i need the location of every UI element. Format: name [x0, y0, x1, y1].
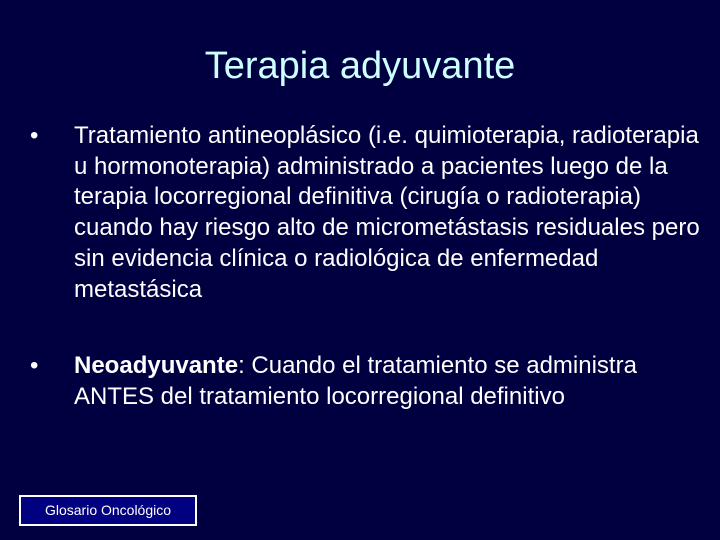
bullet-item-neoadjuvant-definition	[30, 351, 700, 412]
bullet-marker: •	[30, 352, 39, 380]
glossary-button[interactable]: Glosario Oncológico	[19, 495, 197, 526]
bullet-item-adjuvant-definition	[30, 121, 700, 305]
slide-title: Terapia adyuvante	[204, 45, 516, 87]
bullet-term: Neoadyuvante	[74, 352, 239, 380]
bullet-text: : Cuando el tratamiento se administra ANTES del tratamiento locorregional definitivo	[74, 352, 637, 410]
bullet-text: Tratamiento antineoplásico (i.e. quimioterapia, radioterapia u hormonoterapia) administrado a pacientes luego de la terapia locorregional definitiva (cirugía o radioterapia) cuando hay riesgo alto de micrometástasis residuales pero sin evidencia clínica o radiológica de enfermedad metastásica	[74, 122, 700, 303]
bullet-list	[30, 121, 700, 413]
bullet-marker: •	[30, 122, 39, 149]
